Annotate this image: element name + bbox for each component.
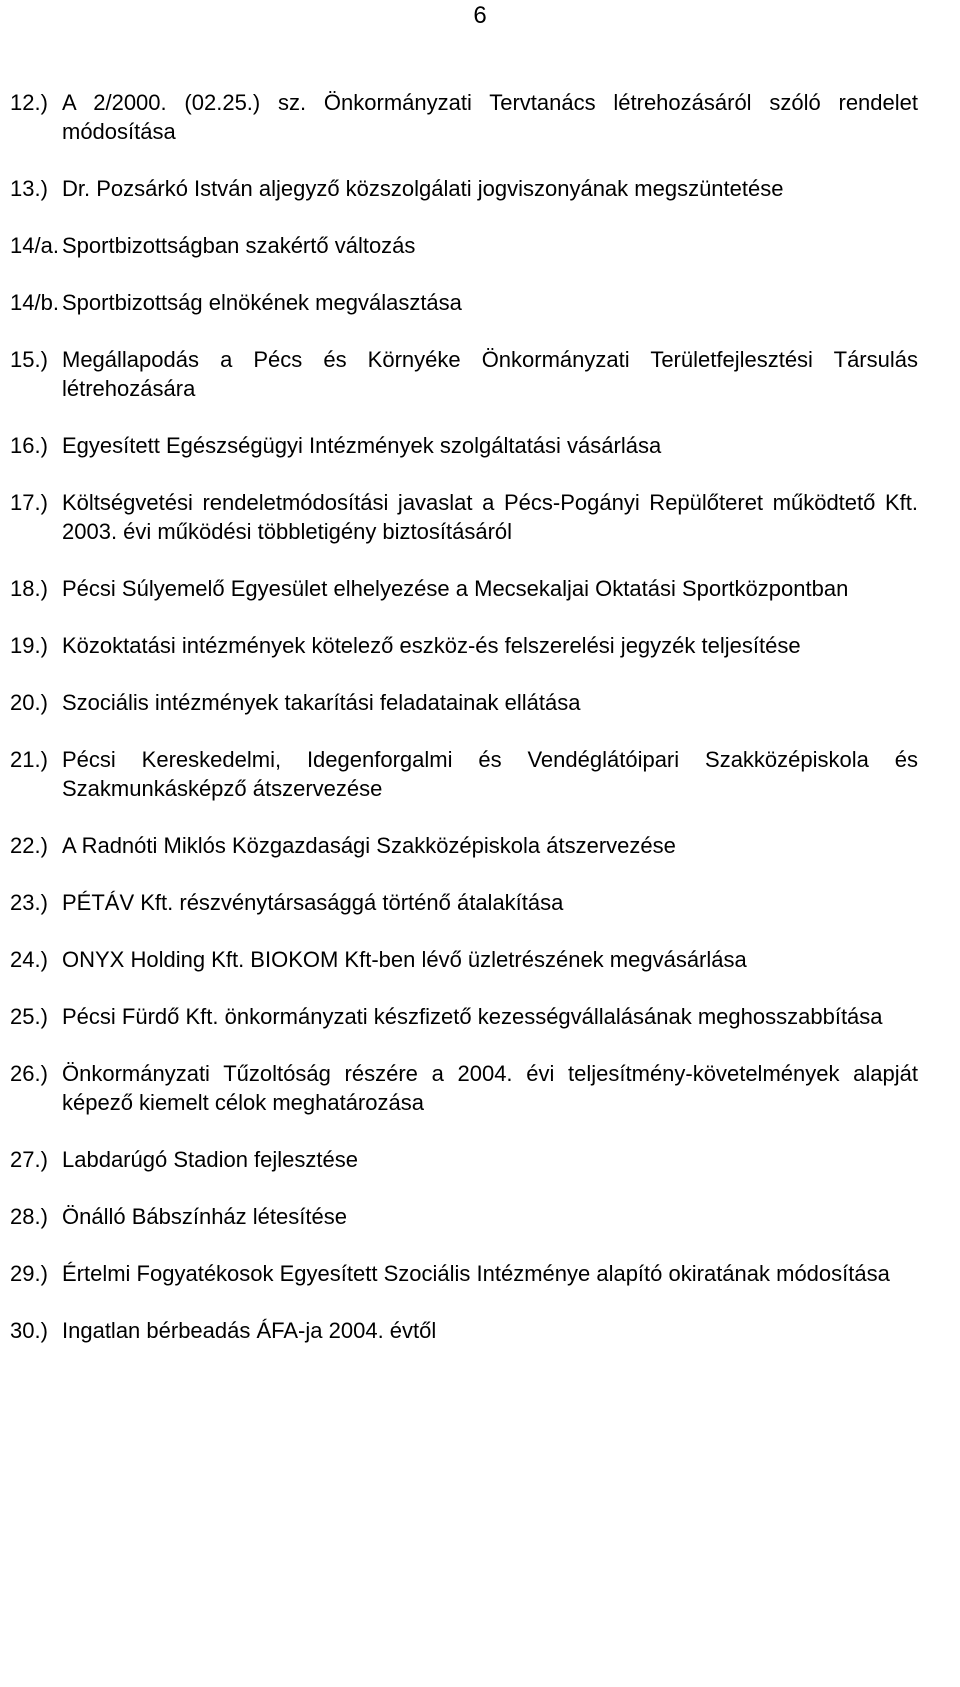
agenda-item-number: 17.) — [10, 490, 48, 515]
agenda-item-text: Értelmi Fogyatékosok Egyesített Szociális Intézménye alapító okiratának módosítása — [62, 1261, 890, 1286]
agenda-item — [10, 1059, 918, 1117]
agenda-item — [10, 488, 918, 546]
agenda-item-number: 22.) — [10, 833, 48, 858]
agenda-item-text: A 2/2000. (02.25.) sz. Önkormányzati Tervtanács létrehozásáról szóló rendelet módosítása — [62, 90, 918, 144]
agenda-item-text: Pécsi Fürdő Kft. önkormányzati készfizető kezességvállalásának meghosszabbítása — [62, 1004, 883, 1029]
agenda-item-text: Sportbizottság elnökének megválasztása — [62, 290, 462, 315]
agenda-item-number: 18.) — [10, 576, 48, 601]
agenda-item-number: 19.) — [10, 633, 48, 658]
agenda-item-text: Költségvetési rendeletmódosítási javaslat a Pécs-Pogányi Repülőteret működtető Kft. 2003. évi működési többletigény biztosításáról — [62, 490, 918, 544]
agenda-item-text: A Radnóti Miklós Közgazdasági Szakközépiskola átszervezése — [62, 833, 676, 858]
agenda-item — [10, 945, 918, 974]
agenda-item-text: Dr. Pozsárkó István aljegyző közszolgálati jogviszonyának megszüntetése — [62, 176, 784, 201]
agenda-item-number: 30.) — [10, 1318, 48, 1343]
agenda-item-number: 14/a. — [10, 233, 59, 258]
agenda-item-number: 25.) — [10, 1004, 48, 1029]
agenda-item — [10, 1145, 918, 1174]
agenda-item-text: Szociális intézmények takarítási feladatainak ellátása — [62, 690, 581, 715]
agenda-item — [10, 1002, 918, 1031]
agenda-item-number: 21.) — [10, 747, 48, 772]
agenda-item — [10, 631, 918, 660]
agenda-item-text: Labdarúgó Stadion fejlesztése — [62, 1147, 358, 1172]
agenda-item — [10, 1202, 918, 1231]
agenda-item-text: Sportbizottságban szakértő változás — [62, 233, 416, 258]
agenda-item-text: ONYX Holding Kft. BIOKOM Kft-ben lévő üzletrészének megvásárlása — [62, 947, 747, 972]
agenda-item-number: 12.) — [10, 90, 48, 115]
agenda-item — [10, 831, 918, 860]
agenda-item-number: 28.) — [10, 1204, 48, 1229]
agenda-item-number: 29.) — [10, 1261, 48, 1286]
agenda-item — [10, 574, 918, 603]
page-number: 6 — [473, 2, 487, 29]
agenda-item-number: 27.) — [10, 1147, 48, 1172]
agenda-item — [10, 1259, 918, 1288]
agenda-item — [10, 88, 918, 146]
agenda-item — [10, 745, 918, 803]
agenda-item-text: Önkormányzati Tűzoltóság részére a 2004. évi teljesítmény-követelmények alapját képező kiemelt célok meghatározása — [62, 1061, 918, 1115]
agenda-item-text: Megállapodás a Pécs és Környéke Önkormányzati Területfejlesztési Társulás létrehozására — [62, 347, 918, 401]
agenda-item — [10, 231, 918, 260]
agenda-item — [10, 288, 918, 317]
agenda-list — [10, 88, 918, 1373]
agenda-item-text: Önálló Bábszínház létesítése — [62, 1204, 347, 1229]
agenda-item — [10, 345, 918, 403]
agenda-item-number: 15.) — [10, 347, 48, 372]
agenda-item-text: Ingatlan bérbeadás ÁFA-ja 2004. évtől — [62, 1318, 437, 1343]
agenda-item-text: Egyesített Egészségügyi Intézmények szolgáltatási vásárlása — [62, 433, 662, 458]
agenda-item-number: 20.) — [10, 690, 48, 715]
agenda-item-number: 23.) — [10, 890, 48, 915]
agenda-item — [10, 1316, 918, 1345]
agenda-item-text: PÉTÁV Kft. részvénytársasággá történő átalakítása — [62, 890, 564, 915]
agenda-item — [10, 688, 918, 717]
agenda-item-number: 14/b. — [10, 290, 59, 315]
agenda-item — [10, 431, 918, 460]
agenda-item-text: Közoktatási intézmények kötelező eszköz-és felszerelési jegyzék teljesítése — [62, 633, 801, 658]
agenda-item — [10, 174, 918, 203]
agenda-item-text: Pécsi Kereskedelmi, Idegenforgalmi és Vendéglátóipari Szakközépiskola és Szakmunkásképző átszervezése — [62, 747, 918, 801]
agenda-item-number: 26.) — [10, 1061, 48, 1086]
agenda-item — [10, 888, 918, 917]
agenda-item-number: 13.) — [10, 176, 48, 201]
agenda-item-text: Pécsi Súlyemelő Egyesület elhelyezése a Mecsekaljai Oktatási Sportközpontban — [62, 576, 849, 601]
agenda-item-number: 16.) — [10, 433, 48, 458]
agenda-item-number: 24.) — [10, 947, 48, 972]
